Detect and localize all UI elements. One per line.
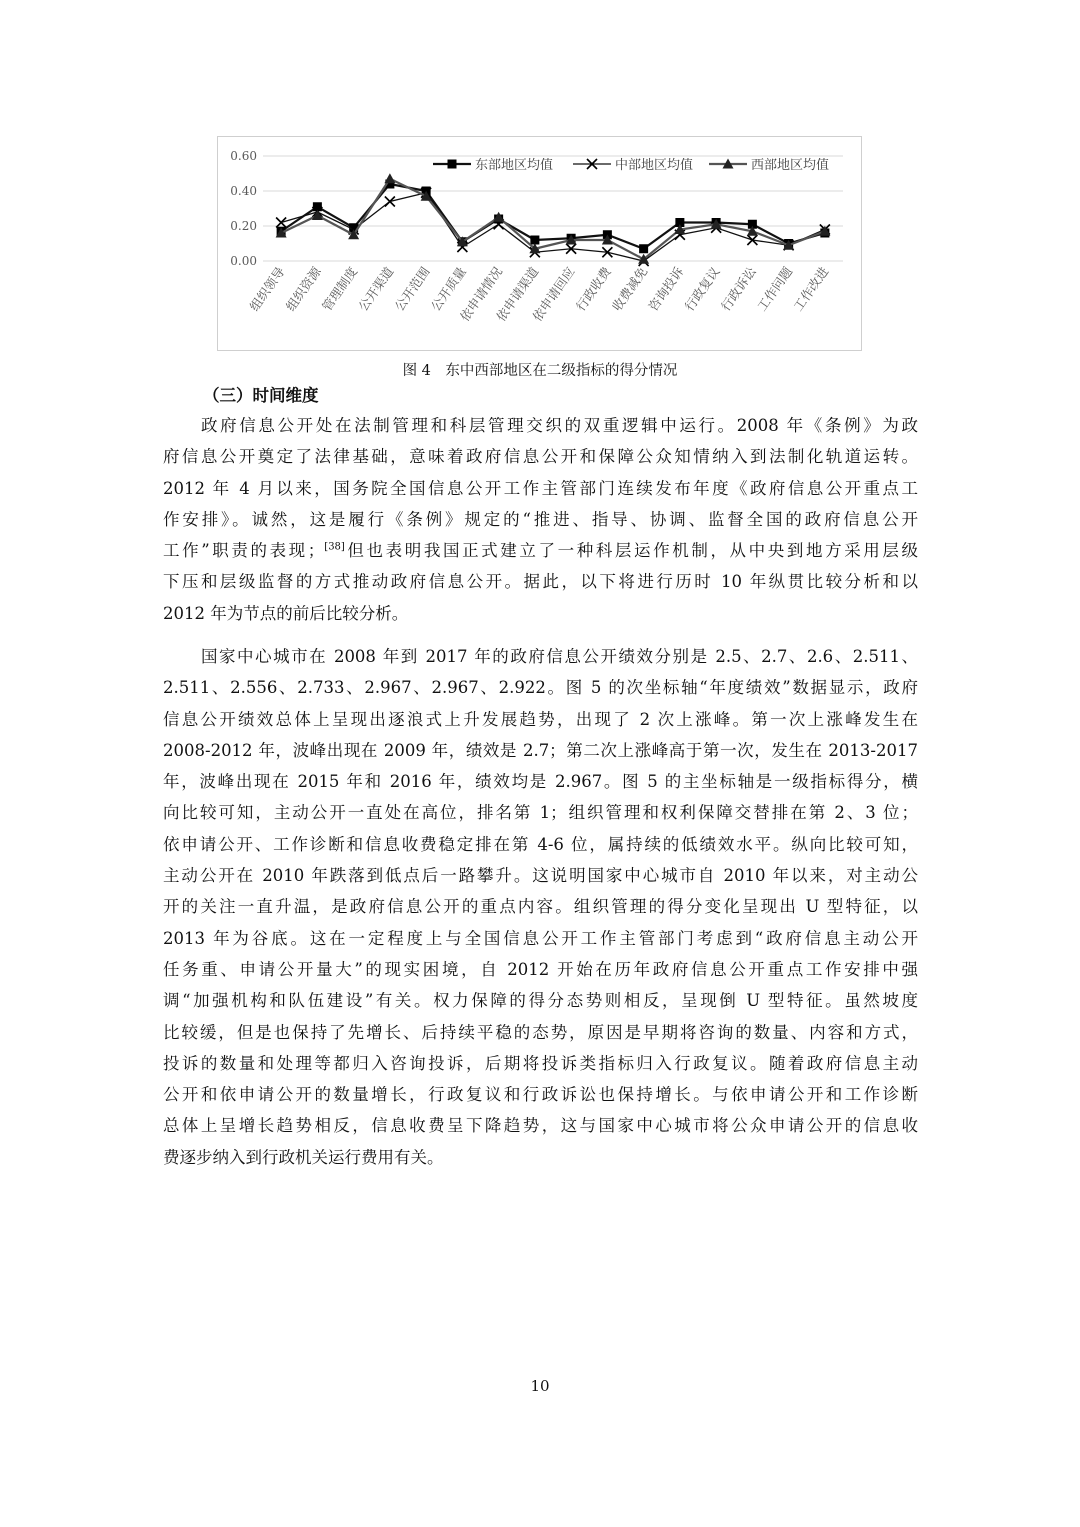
data-point <box>639 244 648 253</box>
x-tick-label: 组织资源 <box>282 264 324 314</box>
page-number: 10 <box>530 1377 550 1395</box>
x-tick-label: 收费减免 <box>609 264 651 314</box>
series-line <box>281 184 825 249</box>
x-tick-label: 公开范围 <box>391 264 433 314</box>
legend-label: 西部地区均值 <box>751 158 830 173</box>
paragraph-line: 开的关注一直升温，是政府信息公开的重点内容。组织管理的得分变化呈现出 U 型特征，以 <box>163 897 918 917</box>
citation-superscript: [38] <box>324 541 345 553</box>
paragraph-line: 2008-2012 年，波峰出现在 2009 年，绩效是 2.7；第二次上涨峰高于第一次，发生在 2013-2017 <box>163 740 918 760</box>
x-tick-label: 依申请情况 <box>456 264 506 324</box>
paragraph-line: 府信息公开奠定了法律基础，意味着政府信息公开和保障公众知情纳入到法制化轨道运转。 <box>163 447 918 467</box>
x-tick-label: 组织领导 <box>246 264 288 314</box>
paragraph-line: 2.511、2.556、2.733、2.967、2.967、2.922。图 5 的次坐标轴“年度绩效”数据显示，政府 <box>163 678 918 698</box>
paragraph-1 <box>163 410 918 629</box>
figure-4-chart <box>217 136 862 351</box>
paragraph-2 <box>163 641 918 1173</box>
paragraph-line: 政府信息公开处在法制管理和科层管理交织的双重逻辑中运行。2008 年《条例》为政 <box>201 416 918 435</box>
x-tick-label: 依申请回应 <box>529 264 578 324</box>
paragraph-line: 下压和层级监督的方式推动政府信息公开。据此，以下将进行历时 10 年纵贯比较分析和以 <box>163 572 918 592</box>
line-chart <box>218 137 863 352</box>
x-tick-label: 行政复议 <box>681 264 723 314</box>
paragraph-line <box>163 535 918 566</box>
x-tick-label: 工作改进 <box>790 264 832 314</box>
paragraph-line: 费逐步纳入到行政机关运行费用有关。 <box>163 1147 444 1167</box>
paragraph-line: 作安排》。诚然，这是履行《条例》规定的“推进、指导、协调、监督全国的政府信息公开 <box>163 509 918 529</box>
paragraph-line: 国家中心城市在 2008 年到 2017 年的政府信息公开绩效分别是 2.5、2.7、2.6、2.511、 <box>201 647 918 666</box>
figure-caption: 图 4 东中西部地区在二级指标的得分情况 <box>402 363 678 379</box>
paragraph-line: 年，波峰出现在 2015 年和 2016 年，绩效均是 2.967。图 5 的主坐标轴是一级指标得分，横 <box>163 772 918 792</box>
x-tick-label: 咨询投诉 <box>645 264 687 314</box>
paragraph-line: 任务重、申请公开量大”的现实困境，自 2012 开始在历年政府信息公开重点工作安排中强 <box>163 959 918 979</box>
x-tick-label: 公开渠道 <box>355 264 397 314</box>
paragraph-line: 信息公开绩效总体上呈现出逐浪式上升发展趋势，出现了 2 次上涨峰。第一次上涨峰发生在 <box>163 709 918 729</box>
y-tick-label: 0.20 <box>230 219 257 233</box>
line-text: 但也表明我国正式建立了一种科层运作机制，从中央到地方采用层级 <box>344 541 919 561</box>
data-point <box>530 236 539 245</box>
legend-marker <box>448 160 457 169</box>
line-text: 工作”职责的表现； <box>163 541 325 561</box>
paragraph-line: 投诉的数量和处理等都归入咨询投诉，后期将投诉类指标归入行政复议。随着政府信息主动 <box>163 1053 918 1073</box>
paragraph-line: 公开和依申请公开的数量增长，行政复议和行政诉讼也保持增长。与依申请公开和工作诊断 <box>163 1085 918 1105</box>
section-heading: （三）时间维度 <box>203 386 319 405</box>
paragraph-line: 调“加强机构和队伍建设”有关。权力保障的得分态势则相反，呈现倒 U 型特征。虽然坡度 <box>163 991 918 1011</box>
data-point <box>385 197 395 207</box>
data-point <box>384 173 395 183</box>
paragraph-line: 比较缓，但是也保持了先增长、后持续平稳的态势，原因是早期将咨询的数量、内容和方式， <box>163 1022 918 1042</box>
x-tick-label: 管理制度 <box>319 264 361 314</box>
series-line <box>281 193 825 261</box>
legend-label: 中部地区均值 <box>615 158 694 173</box>
paragraph-line: 2012 年为节点的前后比较分析。 <box>163 603 409 623</box>
paragraph-line: 总体上呈增长趋势相反，信息收费呈下降趋势，这与国家中心城市将公众申请公开的信息收 <box>163 1116 918 1136</box>
x-tick-label: 工作问题 <box>754 264 796 314</box>
paragraph-line: 2013 年为谷底。这在一定程度上与全国信息公开工作主管部门考虑到“政府信息主动公开 <box>163 928 918 948</box>
y-tick-label: 0.40 <box>230 184 257 198</box>
paragraph-line: 依申请公开、工作诊断和信息收费稳定排在第 4-6 位，属持续的低绩效水平。纵向比较可知， <box>163 834 918 854</box>
paragraph-line: 主动公开在 2010 年跌落到低点后一路攀升。这说明国家中心城市自 2010 年以来，对主动公 <box>163 866 918 886</box>
x-tick-label: 公开质量 <box>427 264 469 314</box>
x-tick-label: 行政诉讼 <box>717 264 759 314</box>
y-tick-label: 0.60 <box>230 149 257 163</box>
y-tick-label: 0.00 <box>230 254 257 268</box>
paragraph-line: 2012 年 4 月以来，国务院全国信息公开工作主管部门连续发布年度《政府信息公开重点工 <box>163 478 918 498</box>
x-tick-label: 行政收费 <box>572 264 614 314</box>
paragraph-line: 向比较可知，主动公开一直处在高位，排名第 1；组织管理和权利保障交替排在第 2、3 位； <box>163 803 918 823</box>
x-tick-label: 依申请渠道 <box>493 264 542 324</box>
legend-label: 东部地区均值 <box>475 158 554 173</box>
